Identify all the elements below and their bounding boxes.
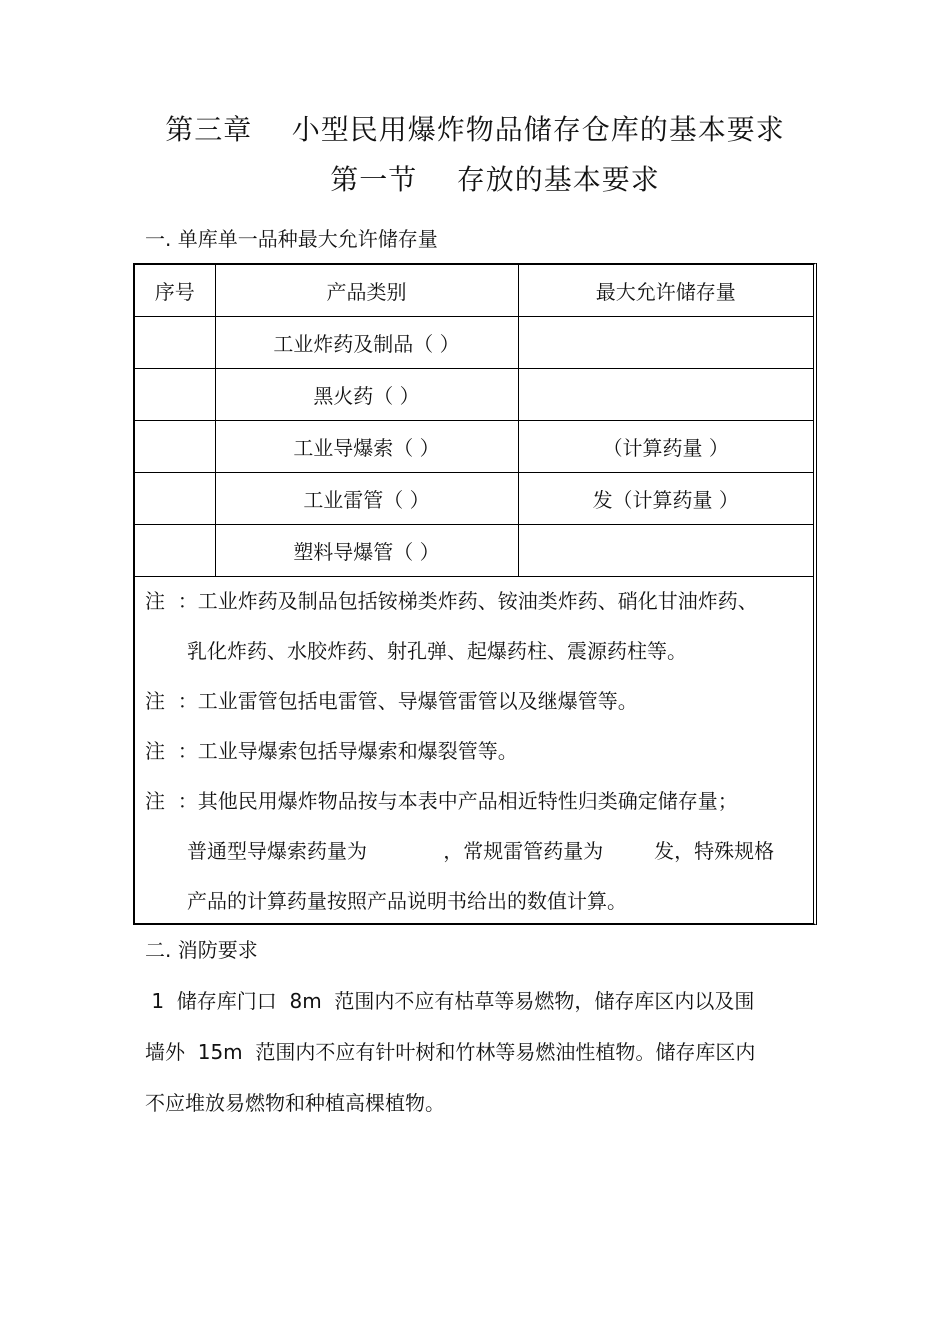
- header-capacity: 最大允许储存量: [518, 265, 813, 317]
- row-category: 黑火药（ ）: [215, 369, 518, 421]
- row-capacity: 发（计算药量 ）: [518, 473, 813, 525]
- row-category: 工业导爆索（ ）: [215, 421, 518, 473]
- chapter-title: 第三章 小型民用爆炸物品储存仓库的基本要求: [165, 113, 785, 146]
- header-no: 序号: [135, 265, 215, 317]
- section-title: 第一节 存放的基本要求: [330, 163, 660, 196]
- row-no: [135, 525, 215, 577]
- table-row: [135, 473, 813, 525]
- paragraph-line: 1 储存库门口 8m 范围内不应有枯草等易燃物，储存库区内以及围: [145, 989, 755, 1013]
- section-heading-1: 一. 单库单一品种最大允许储存量: [145, 227, 438, 251]
- row-capacity: [518, 369, 813, 421]
- note-line: 注 ：工业炸药及制品包括铵梯类炸药、铵油类炸药、硝化甘油炸药、: [145, 589, 758, 613]
- table-row: [135, 317, 813, 369]
- table-row: [135, 421, 813, 473]
- table-row: [135, 525, 813, 577]
- table-row: [135, 369, 813, 421]
- paragraph-line: 不应堆放易燃物和种植高棵植物。: [145, 1091, 445, 1115]
- note-line: 注 ：工业导爆索包括导爆索和爆裂管等。: [145, 739, 518, 763]
- row-category: 塑料导爆管（ ）: [215, 525, 518, 577]
- row-category: 工业炸药及制品（ ）: [215, 317, 518, 369]
- row-capacity: （计算药量 ）: [518, 421, 813, 473]
- row-capacity: [518, 317, 813, 369]
- note-line: 产品的计算药量按照产品说明书给出的数值计算。: [187, 889, 627, 913]
- storage-table: [133, 263, 817, 925]
- note-line: 注 ：其他民用爆炸物品按与本表中产品相近特性归类确定储存量；: [145, 789, 738, 813]
- section-heading-2: 二. 消防要求: [145, 938, 258, 962]
- row-no: [135, 317, 215, 369]
- row-category: 工业雷管（ ）: [215, 473, 518, 525]
- row-no: [135, 421, 215, 473]
- header-category: 产品类别: [215, 265, 518, 317]
- note-line: 乳化炸药、水胶炸药、射孔弹、起爆药柱、震源药柱等。: [187, 639, 687, 663]
- paragraph-line: 墙外 15m 范围内不应有针叶树和竹林等易燃油性植物。储存库区内: [145, 1040, 756, 1064]
- note-line: 注 ：工业雷管包括电雷管、导爆管雷管以及继爆管等。: [145, 689, 638, 713]
- row-no: [135, 369, 215, 421]
- note-line: 普通型导爆索药量为 ，常规雷管药量为 发，特殊规格: [187, 839, 775, 863]
- table-header-row: [135, 265, 813, 317]
- row-capacity: [518, 525, 813, 577]
- row-no: [135, 473, 215, 525]
